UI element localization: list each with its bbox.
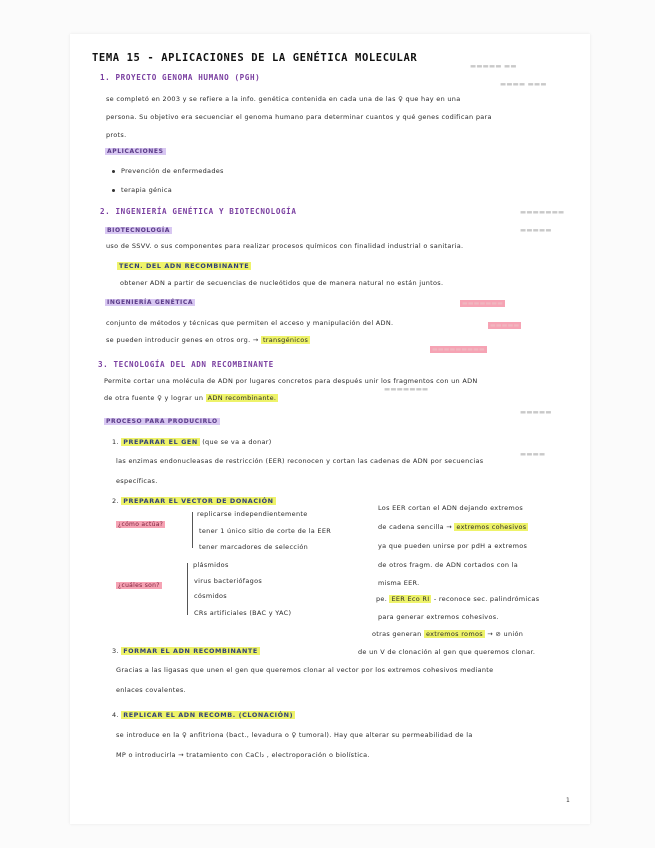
brace-line [192, 512, 193, 548]
text-line: para generar extremos cohesivos. [378, 613, 499, 621]
bullet-item [112, 167, 224, 175]
text-line: se introduce en la ♀ anfitriona (bact., levadura o ♀ tumoral). Hay que alterar su permeabilidad de la [116, 731, 473, 739]
step-number: 4. [112, 711, 119, 719]
list-item: cósmidos [194, 592, 227, 600]
list-item: replicarse independientemente [197, 510, 308, 518]
highlight-adn-recombinante: ADN recombinante. [207, 394, 277, 402]
step-1-heading [112, 438, 272, 446]
tag-aplicaciones: APLICACIONES [107, 148, 164, 155]
text-line: Gracias a las ligasas que unen el gen que queremos clonar al vector por los extremos cohesivos mediante [116, 666, 494, 674]
highlight-preparar-vector: PREPARAR EL VECTOR DE DONACIÓN [123, 497, 274, 505]
page-number: 1 [566, 797, 570, 804]
bullet-item [112, 186, 172, 194]
text-line: de otros fragm. de ADN cortados con la [378, 561, 519, 569]
highlight-extremos-romos: extremos romos [425, 630, 483, 638]
highlight-extremos-cohesivos: extremos cohesivos [456, 523, 527, 531]
tag-como-actua: ¿cómo actúa? [118, 521, 164, 528]
step-aside: (que se va a donar) [202, 438, 272, 446]
tag-cuales-son: ¿cuáles son? [118, 582, 160, 589]
highlight-eer-ecori: EER Eco RI [391, 595, 430, 603]
list-item: CRs artificiales (BAC y YAC) [194, 609, 292, 617]
text-line [372, 630, 523, 638]
text-fragment: otras generan [372, 630, 422, 638]
text-fragment: - reconoce sec. palindrómicas [433, 595, 540, 603]
step-3-heading [112, 647, 260, 655]
page-title: TEMA 15 - APLICACIONES DE LA GENÉTICA MOLECULAR [92, 52, 418, 64]
section-heading-2: 2. INGENIERÍA GENÉTICA Y BIOTECNOLOGÍA [100, 207, 297, 216]
step-number: 1. [112, 438, 119, 446]
text-fragment: de otra fuente ♀ y lograr un [104, 394, 204, 402]
list-item: virus bacteriófagos [194, 577, 263, 585]
bleed-through-mark: ▬▬▬▬▬▬▬ [520, 208, 565, 216]
bleed-through-mark: ▬▬▬▬ [520, 450, 546, 458]
highlight-preparar-gen: PREPARAR EL GEN [123, 438, 198, 446]
text-line: persona. Su objetivo era secuenciar el genoma humano para determinar cuantos y qué genes codifican para [106, 113, 492, 121]
text-line: obtener ADN a partir de secuencias de nucleótidos que de manera natural no están juntos. [120, 279, 444, 287]
tag-biotecnologia: BIOTECNOLOGÍA [107, 227, 170, 234]
tag-proceso: PROCESO PARA PRODUCIRLO [106, 418, 218, 425]
text-line: las enzimas endonucleasas de restricción (EER) reconocen y cortan las cadenas de ADN por secuencias [116, 457, 484, 465]
text-line: MP o introducirla → tratamiento con CaCl₂ , electroporación o biolística. [116, 751, 370, 759]
list-item: plásmidos [193, 561, 229, 569]
text-line: ya que pueden unirse por pdH a extremos [378, 542, 528, 550]
list-item: tener 1 único sitio de corte de la EER [199, 527, 332, 535]
step-number: 3. [112, 647, 119, 655]
text-line: prots. [106, 131, 127, 139]
bleed-through-mark: ▬▬▬▬▬ ▬▬ [470, 62, 517, 70]
bullet-text: terapia génica [121, 186, 172, 194]
text-line: enlaces covalentes. [116, 686, 186, 694]
bleed-through-mark: ▬▬▬▬▬▬▬ [384, 385, 429, 393]
bullet-icon [112, 189, 115, 192]
bleed-through-mark: ▬▬▬▬▬ [490, 322, 520, 329]
bleed-through-mark: ▬▬▬▬▬▬▬ [462, 300, 504, 307]
text-line: Los EER cortan el ADN dejando extremos [378, 504, 524, 512]
step-number: 2. [112, 497, 119, 505]
text-line: conjunto de métodos y técnicas que permiten el acceso y manipulación del ADN. [106, 319, 394, 327]
bleed-through-mark: ▬▬▬▬▬▬▬▬▬ [432, 346, 485, 353]
text-line: se completó en 2003 y se refiere a la info. genética contenida en cada una de las ♀ que hay en una [106, 95, 461, 103]
bleed-through-mark: ▬▬▬▬▬ [520, 408, 552, 416]
brace-line [187, 563, 188, 615]
text-line [106, 336, 310, 344]
step-2-heading [112, 497, 276, 505]
text-line: Permite cortar una molécula de ADN por lugares concretos para después unir los fragmentos con un ADN [104, 377, 478, 385]
bleed-through-mark: ▬▬▬▬▬ [520, 226, 552, 234]
highlight-transgenicos: transgénicos [262, 336, 309, 344]
step-4-heading [112, 711, 295, 719]
text-line: de un V de clonación al gen que queremos clonar. [358, 648, 536, 656]
text-line: uso de SSVV. o sus componentes para realizar procesos químicos con finalidad industrial o sanitaria. [106, 242, 464, 250]
text-fragment: pe. [376, 595, 388, 603]
text-line [104, 394, 278, 402]
text-line: misma EER. [378, 579, 420, 587]
bleed-through-mark: ▬▬▬▬ ▬▬▬ [500, 80, 547, 88]
text-line: específicas. [116, 477, 158, 485]
text-line [378, 523, 528, 531]
highlight-formar-adn: FORMAR EL ADN RECOMBINANTE [123, 647, 258, 655]
bullet-icon [112, 170, 115, 173]
section-heading-1: 1. PROYECTO GENOMA HUMANO (PGH) [100, 73, 261, 82]
text-fragment: → ⊘ unión [487, 630, 524, 638]
list-item: tener marcadores de selección [199, 543, 309, 551]
text-line [376, 595, 539, 603]
text-fragment: de cadena sencilla → [378, 523, 453, 531]
tag-ingenieria-genetica: INGENIERÍA GENÉTICA [107, 299, 194, 306]
highlight-replicar-adn: REPLICAR EL ADN RECOMB. (CLONACIÓN) [123, 711, 294, 719]
section-heading-3: 3. TECNOLOGÍA DEL ADN RECOMBINANTE [98, 360, 274, 369]
text-fragment: se pueden introducir genes en otros org. → [106, 336, 259, 344]
tag-tecn-adn-recombinante: TECN. DEL ADN RECOMBINANTE [119, 262, 250, 270]
bullet-text: Prevención de enfermedades [121, 167, 224, 175]
